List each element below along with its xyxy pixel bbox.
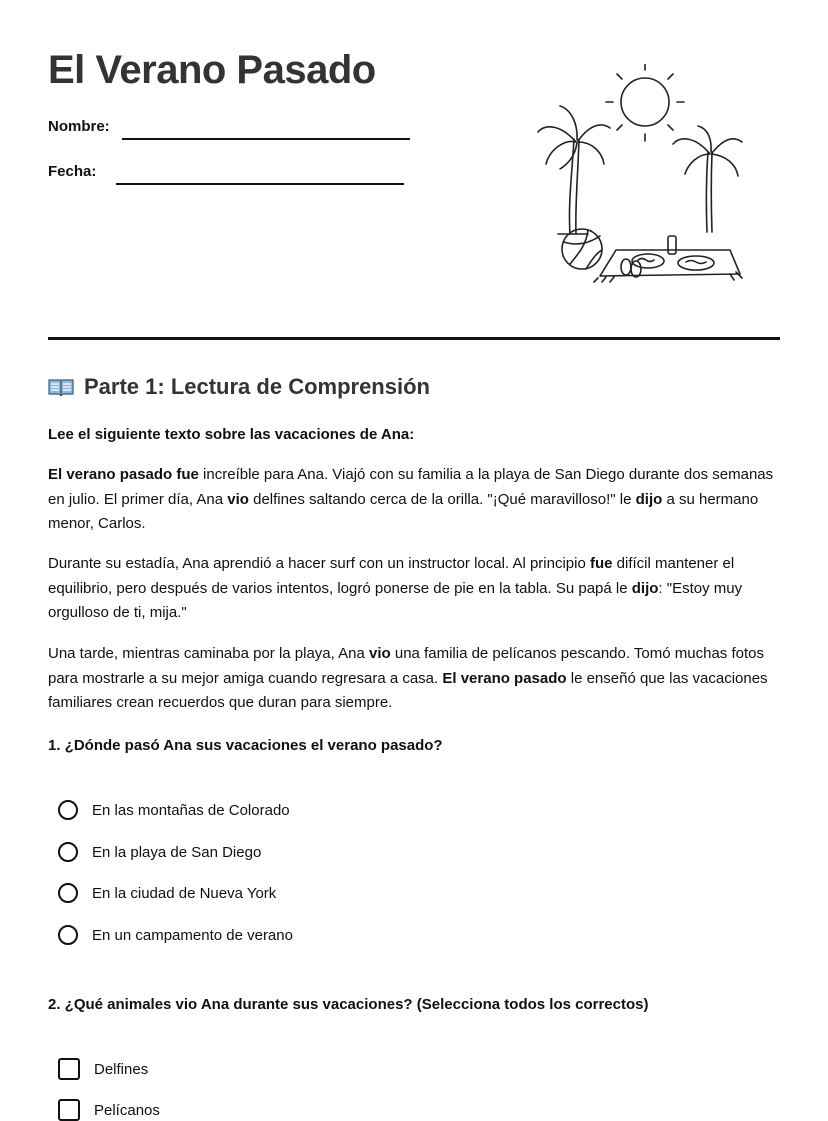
open-book-icon xyxy=(48,377,74,397)
paragraph-text: increíble para Ana. Viajó con su familia a la playa de San Diego durante dos semanas en julio. El primer día, Ana xyxy=(48,466,774,508)
bold-text: vio xyxy=(227,490,249,508)
reading-paragraph xyxy=(48,552,780,626)
name-input-line[interactable] xyxy=(122,138,410,140)
paragraph-text: a su hermano menor, Carlos. xyxy=(48,490,759,532)
option-label: En las montañas de Colorado xyxy=(92,801,290,819)
worksheet-title: El Verano Pasado xyxy=(48,48,376,92)
section-divider xyxy=(48,337,780,340)
paragraph-text: difícil mantener el equilibrio, pero después de varios intentos, logró ponerse de pie en la tabla. Su papá le xyxy=(48,555,735,597)
part1-heading xyxy=(48,374,430,400)
paragraph-text: Una tarde, mientras caminaba por la playa, Ana xyxy=(48,645,370,662)
radio-button[interactable] xyxy=(58,883,78,903)
question-1-option[interactable] xyxy=(58,800,290,820)
question-1-option[interactable] xyxy=(58,925,293,945)
option-label: Delfines xyxy=(94,1060,149,1078)
question-1: 1. ¿Dónde pasó Ana sus vacaciones el verano pasado? xyxy=(48,737,443,754)
option-label: En la playa de San Diego xyxy=(92,843,262,861)
bold-text: dijo xyxy=(635,490,663,508)
question-2: 2. ¿Qué animales vio Ana durante sus vacaciones? (Selecciona todos los correctos) xyxy=(48,996,649,1013)
question-1-option[interactable] xyxy=(58,842,261,862)
reading-paragraph xyxy=(48,463,780,537)
name-label: Nombre: xyxy=(48,118,110,135)
date-label: Fecha: xyxy=(48,163,97,180)
paragraph-text: : "Estoy muy orgulloso de ti, mija." xyxy=(48,579,743,621)
paragraph-text: le enseñó que las vacaciones familiares crean recuerdos que duran para siempre. xyxy=(48,669,768,711)
bold-text: El verano pasado fue xyxy=(48,466,199,483)
bold-text: vio xyxy=(369,645,391,662)
radio-button[interactable] xyxy=(58,842,78,862)
checkbox[interactable] xyxy=(58,1058,80,1080)
radio-button[interactable] xyxy=(58,800,78,820)
date-input-line[interactable] xyxy=(116,183,404,185)
option-label: En la ciudad de Nueva York xyxy=(92,884,277,902)
paragraph-text: una familia de pelícanos pescando. Tomó muchas fotos para mostrarle a su mejor amiga cuando regresara a casa. xyxy=(48,645,764,687)
part1-heading-text: Parte 1: Lectura de Comprensión xyxy=(84,374,430,399)
reading-paragraph xyxy=(48,642,780,716)
bold-text: dijo xyxy=(631,579,659,597)
date-field xyxy=(48,163,96,180)
option-label: Pelícanos xyxy=(94,1101,160,1119)
reading-instruction: Lee el siguiente texto sobre las vacaciones de Ana: xyxy=(48,426,415,443)
beach-scene-icon xyxy=(530,64,750,284)
paragraph-text: delfines saltando cerca de la orilla. "¡Qué maravilloso!" le xyxy=(248,490,636,508)
option-label: En un campamento de verano xyxy=(92,926,293,944)
name-field xyxy=(48,118,110,135)
question-2-option[interactable] xyxy=(58,1058,148,1080)
paragraph-text: Durante su estadía, Ana aprendió a hacer surf con un instructor local. Al principio xyxy=(48,555,590,572)
question-1-option[interactable] xyxy=(58,883,276,903)
bold-text: El verano pasado xyxy=(442,669,567,687)
bold-text: fue xyxy=(589,555,613,572)
radio-button[interactable] xyxy=(58,925,78,945)
